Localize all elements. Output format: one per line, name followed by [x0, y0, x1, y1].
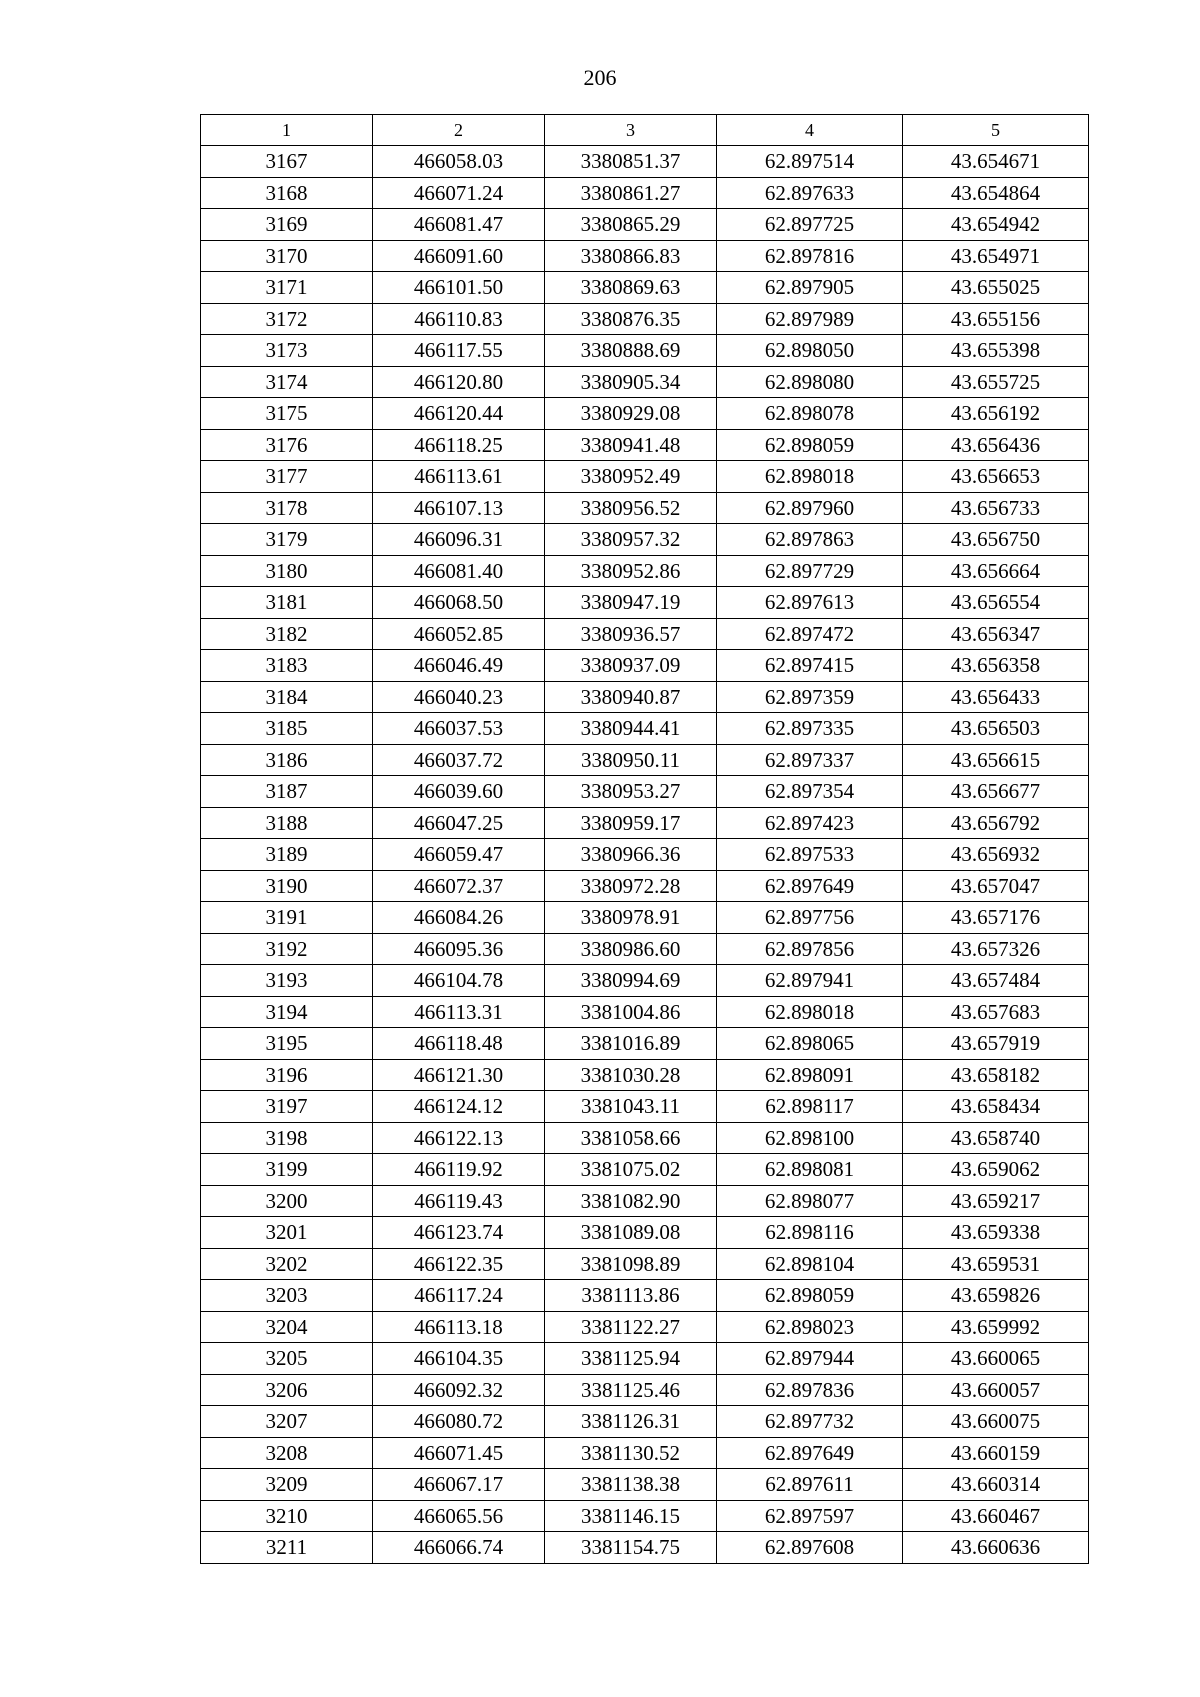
latitude-cell: 62.898059 — [717, 429, 903, 461]
x-coordinate-cell: 466121.30 — [373, 1059, 545, 1091]
x-coordinate-cell: 466119.43 — [373, 1185, 545, 1217]
header-row — [201, 115, 1089, 146]
point-number-cell: 3181 — [201, 587, 373, 619]
longitude-cell: 43.655398 — [903, 335, 1089, 367]
point-number-cell: 3207 — [201, 1406, 373, 1438]
y-coordinate-cell: 3380956.52 — [545, 492, 717, 524]
x-coordinate-cell: 466123.74 — [373, 1217, 545, 1249]
latitude-cell: 62.897729 — [717, 555, 903, 587]
x-coordinate-cell: 466118.48 — [373, 1028, 545, 1060]
latitude-cell: 62.897611 — [717, 1469, 903, 1501]
y-coordinate-cell: 3381125.94 — [545, 1343, 717, 1375]
table-row — [201, 1217, 1089, 1249]
x-coordinate-cell: 466113.61 — [373, 461, 545, 493]
x-coordinate-cell: 466120.80 — [373, 366, 545, 398]
table-row — [201, 587, 1089, 619]
latitude-cell: 62.897337 — [717, 744, 903, 776]
point-number-cell: 3197 — [201, 1091, 373, 1123]
y-coordinate-cell: 3380966.36 — [545, 839, 717, 871]
latitude-cell: 62.898018 — [717, 996, 903, 1028]
column-header-1: 1 — [201, 115, 373, 146]
latitude-cell: 62.898091 — [717, 1059, 903, 1091]
x-coordinate-cell: 466037.72 — [373, 744, 545, 776]
y-coordinate-cell: 3381146.15 — [545, 1500, 717, 1532]
longitude-cell: 43.656792 — [903, 807, 1089, 839]
y-coordinate-cell: 3380940.87 — [545, 681, 717, 713]
longitude-cell: 43.655025 — [903, 272, 1089, 304]
y-coordinate-cell: 3380952.49 — [545, 461, 717, 493]
x-coordinate-cell: 466119.92 — [373, 1154, 545, 1186]
x-coordinate-cell: 466113.18 — [373, 1311, 545, 1343]
point-number-cell: 3208 — [201, 1437, 373, 1469]
column-header-3: 3 — [545, 115, 717, 146]
longitude-cell: 43.660057 — [903, 1374, 1089, 1406]
x-coordinate-cell: 466039.60 — [373, 776, 545, 808]
coordinates-table — [200, 114, 1089, 1564]
point-number-cell: 3201 — [201, 1217, 373, 1249]
table-row — [201, 1280, 1089, 1312]
x-coordinate-cell: 466065.56 — [373, 1500, 545, 1532]
y-coordinate-cell: 3381004.86 — [545, 996, 717, 1028]
x-coordinate-cell: 466037.53 — [373, 713, 545, 745]
x-coordinate-cell: 466113.31 — [373, 996, 545, 1028]
point-number-cell: 3173 — [201, 335, 373, 367]
column-header-5: 5 — [903, 115, 1089, 146]
y-coordinate-cell: 3381154.75 — [545, 1532, 717, 1564]
latitude-cell: 62.897415 — [717, 650, 903, 682]
point-number-cell: 3189 — [201, 839, 373, 871]
latitude-cell: 62.898100 — [717, 1122, 903, 1154]
y-coordinate-cell: 3380952.86 — [545, 555, 717, 587]
point-number-cell: 3187 — [201, 776, 373, 808]
y-coordinate-cell: 3381089.08 — [545, 1217, 717, 1249]
x-coordinate-cell: 466059.47 — [373, 839, 545, 871]
longitude-cell: 43.656677 — [903, 776, 1089, 808]
x-coordinate-cell: 466095.36 — [373, 933, 545, 965]
latitude-cell: 62.897756 — [717, 902, 903, 934]
point-number-cell: 3179 — [201, 524, 373, 556]
y-coordinate-cell: 3380876.35 — [545, 303, 717, 335]
point-number-cell: 3175 — [201, 398, 373, 430]
point-number-cell: 3184 — [201, 681, 373, 713]
latitude-cell: 62.898078 — [717, 398, 903, 430]
point-number-cell: 3202 — [201, 1248, 373, 1280]
table-row — [201, 303, 1089, 335]
table-row — [201, 1059, 1089, 1091]
page-number: 206 — [583, 65, 617, 90]
y-coordinate-cell: 3380944.41 — [545, 713, 717, 745]
x-coordinate-cell: 466067.17 — [373, 1469, 545, 1501]
table-row — [201, 1311, 1089, 1343]
latitude-cell: 62.897941 — [717, 965, 903, 997]
latitude-cell: 62.897863 — [717, 524, 903, 556]
y-coordinate-cell: 3380957.32 — [545, 524, 717, 556]
latitude-cell: 62.898050 — [717, 335, 903, 367]
y-coordinate-cell: 3381058.66 — [545, 1122, 717, 1154]
point-number-cell: 3177 — [201, 461, 373, 493]
latitude-cell: 62.898080 — [717, 366, 903, 398]
point-number-cell: 3174 — [201, 366, 373, 398]
latitude-cell: 62.897960 — [717, 492, 903, 524]
y-coordinate-cell: 3380865.29 — [545, 209, 717, 241]
point-number-cell: 3171 — [201, 272, 373, 304]
point-number-cell: 3209 — [201, 1469, 373, 1501]
table-row — [201, 1185, 1089, 1217]
point-number-cell: 3192 — [201, 933, 373, 965]
longitude-cell: 43.654671 — [903, 146, 1089, 178]
latitude-cell: 62.897633 — [717, 177, 903, 209]
x-coordinate-cell: 466118.25 — [373, 429, 545, 461]
longitude-cell: 43.659338 — [903, 1217, 1089, 1249]
point-number-cell: 3167 — [201, 146, 373, 178]
table-row — [201, 177, 1089, 209]
point-number-cell: 3200 — [201, 1185, 373, 1217]
latitude-cell: 62.897533 — [717, 839, 903, 871]
point-number-cell: 3204 — [201, 1311, 373, 1343]
point-number-cell: 3182 — [201, 618, 373, 650]
table-row — [201, 650, 1089, 682]
latitude-cell: 62.898065 — [717, 1028, 903, 1060]
longitude-cell: 43.660159 — [903, 1437, 1089, 1469]
y-coordinate-cell: 3380978.91 — [545, 902, 717, 934]
point-number-cell: 3180 — [201, 555, 373, 587]
y-coordinate-cell: 3381075.02 — [545, 1154, 717, 1186]
point-number-cell: 3191 — [201, 902, 373, 934]
table-row — [201, 807, 1089, 839]
x-coordinate-cell: 466110.83 — [373, 303, 545, 335]
point-number-cell: 3196 — [201, 1059, 373, 1091]
y-coordinate-cell: 3381082.90 — [545, 1185, 717, 1217]
point-number-cell: 3211 — [201, 1532, 373, 1564]
table-row — [201, 1028, 1089, 1060]
y-coordinate-cell: 3381016.89 — [545, 1028, 717, 1060]
table-row — [201, 1500, 1089, 1532]
table-body — [201, 146, 1089, 1564]
y-coordinate-cell: 3380936.57 — [545, 618, 717, 650]
latitude-cell: 62.897354 — [717, 776, 903, 808]
point-number-cell: 3193 — [201, 965, 373, 997]
point-number-cell: 3169 — [201, 209, 373, 241]
table-row — [201, 996, 1089, 1028]
point-number-cell: 3190 — [201, 870, 373, 902]
longitude-cell: 43.655156 — [903, 303, 1089, 335]
x-coordinate-cell: 466052.85 — [373, 618, 545, 650]
y-coordinate-cell: 3380869.63 — [545, 272, 717, 304]
latitude-cell: 62.897732 — [717, 1406, 903, 1438]
x-coordinate-cell: 466047.25 — [373, 807, 545, 839]
y-coordinate-cell: 3381130.52 — [545, 1437, 717, 1469]
x-coordinate-cell: 466046.49 — [373, 650, 545, 682]
latitude-cell: 62.897725 — [717, 209, 903, 241]
table-row — [201, 618, 1089, 650]
y-coordinate-cell: 3380947.19 — [545, 587, 717, 619]
longitude-cell: 43.656433 — [903, 681, 1089, 713]
x-coordinate-cell: 466122.35 — [373, 1248, 545, 1280]
longitude-cell: 43.659217 — [903, 1185, 1089, 1217]
point-number-cell: 3183 — [201, 650, 373, 682]
table-row — [201, 335, 1089, 367]
y-coordinate-cell: 3380929.08 — [545, 398, 717, 430]
x-coordinate-cell: 466081.40 — [373, 555, 545, 587]
point-number-cell: 3205 — [201, 1343, 373, 1375]
longitude-cell: 43.657683 — [903, 996, 1089, 1028]
table-row — [201, 713, 1089, 745]
y-coordinate-cell: 3380953.27 — [545, 776, 717, 808]
y-coordinate-cell: 3381126.31 — [545, 1406, 717, 1438]
table-row — [201, 744, 1089, 776]
x-coordinate-cell: 466071.45 — [373, 1437, 545, 1469]
latitude-cell: 62.897905 — [717, 272, 903, 304]
latitude-cell: 62.897597 — [717, 1500, 903, 1532]
y-coordinate-cell: 3380888.69 — [545, 335, 717, 367]
latitude-cell: 62.897359 — [717, 681, 903, 713]
y-coordinate-cell: 3380959.17 — [545, 807, 717, 839]
table-row — [201, 839, 1089, 871]
latitude-cell: 62.897649 — [717, 1437, 903, 1469]
longitude-cell: 43.655725 — [903, 366, 1089, 398]
y-coordinate-cell: 3381098.89 — [545, 1248, 717, 1280]
table-row — [201, 209, 1089, 241]
x-coordinate-cell: 466092.32 — [373, 1374, 545, 1406]
point-number-cell: 3170 — [201, 240, 373, 272]
longitude-cell: 43.657176 — [903, 902, 1089, 934]
table-row — [201, 240, 1089, 272]
table-row — [201, 1532, 1089, 1564]
y-coordinate-cell: 3381138.38 — [545, 1469, 717, 1501]
latitude-cell: 62.897335 — [717, 713, 903, 745]
x-coordinate-cell: 466120.44 — [373, 398, 545, 430]
longitude-cell: 43.659062 — [903, 1154, 1089, 1186]
x-coordinate-cell: 466107.13 — [373, 492, 545, 524]
x-coordinate-cell: 466080.72 — [373, 1406, 545, 1438]
y-coordinate-cell: 3381125.46 — [545, 1374, 717, 1406]
longitude-cell: 43.656750 — [903, 524, 1089, 556]
x-coordinate-cell: 466081.47 — [373, 209, 545, 241]
longitude-cell: 43.658434 — [903, 1091, 1089, 1123]
longitude-cell: 43.656554 — [903, 587, 1089, 619]
point-number-cell: 3198 — [201, 1122, 373, 1154]
longitude-cell: 43.658740 — [903, 1122, 1089, 1154]
latitude-cell: 62.898018 — [717, 461, 903, 493]
y-coordinate-cell: 3380937.09 — [545, 650, 717, 682]
x-coordinate-cell: 466084.26 — [373, 902, 545, 934]
longitude-cell: 43.660314 — [903, 1469, 1089, 1501]
y-coordinate-cell: 3380941.48 — [545, 429, 717, 461]
x-coordinate-cell: 466096.31 — [373, 524, 545, 556]
latitude-cell: 62.898081 — [717, 1154, 903, 1186]
longitude-cell: 43.657919 — [903, 1028, 1089, 1060]
y-coordinate-cell: 3380905.34 — [545, 366, 717, 398]
table-row — [201, 146, 1089, 178]
x-coordinate-cell: 466066.74 — [373, 1532, 545, 1564]
table-row — [201, 366, 1089, 398]
x-coordinate-cell: 466124.12 — [373, 1091, 545, 1123]
point-number-cell: 3185 — [201, 713, 373, 745]
longitude-cell: 43.659992 — [903, 1311, 1089, 1343]
longitude-cell: 43.656664 — [903, 555, 1089, 587]
longitude-cell: 43.658182 — [903, 1059, 1089, 1091]
x-coordinate-cell: 466117.55 — [373, 335, 545, 367]
y-coordinate-cell: 3380986.60 — [545, 933, 717, 965]
longitude-cell: 43.656192 — [903, 398, 1089, 430]
longitude-cell: 43.657326 — [903, 933, 1089, 965]
table-row — [201, 461, 1089, 493]
table-row — [201, 555, 1089, 587]
y-coordinate-cell: 3380972.28 — [545, 870, 717, 902]
point-number-cell: 3186 — [201, 744, 373, 776]
table-row — [201, 681, 1089, 713]
table-row — [201, 398, 1089, 430]
latitude-cell: 62.897514 — [717, 146, 903, 178]
x-coordinate-cell: 466091.60 — [373, 240, 545, 272]
y-coordinate-cell: 3380994.69 — [545, 965, 717, 997]
latitude-cell: 62.897816 — [717, 240, 903, 272]
point-number-cell: 3178 — [201, 492, 373, 524]
latitude-cell: 62.897944 — [717, 1343, 903, 1375]
longitude-cell: 43.656436 — [903, 429, 1089, 461]
point-number-cell: 3188 — [201, 807, 373, 839]
longitude-cell: 43.660636 — [903, 1532, 1089, 1564]
point-number-cell: 3168 — [201, 177, 373, 209]
table-row — [201, 1343, 1089, 1375]
x-coordinate-cell: 466072.37 — [373, 870, 545, 902]
latitude-cell: 62.897423 — [717, 807, 903, 839]
longitude-cell: 43.660065 — [903, 1343, 1089, 1375]
point-number-cell: 3176 — [201, 429, 373, 461]
latitude-cell: 62.897856 — [717, 933, 903, 965]
x-coordinate-cell: 466104.35 — [373, 1343, 545, 1375]
longitude-cell: 43.660467 — [903, 1500, 1089, 1532]
longitude-cell: 43.654971 — [903, 240, 1089, 272]
longitude-cell: 43.659826 — [903, 1280, 1089, 1312]
y-coordinate-cell: 3381113.86 — [545, 1280, 717, 1312]
longitude-cell: 43.656615 — [903, 744, 1089, 776]
table-row — [201, 1437, 1089, 1469]
table-row — [201, 1154, 1089, 1186]
latitude-cell: 62.898077 — [717, 1185, 903, 1217]
latitude-cell: 62.898104 — [717, 1248, 903, 1280]
table-row — [201, 1122, 1089, 1154]
x-coordinate-cell: 466104.78 — [373, 965, 545, 997]
table-row — [201, 1406, 1089, 1438]
y-coordinate-cell: 3381030.28 — [545, 1059, 717, 1091]
x-coordinate-cell: 466117.24 — [373, 1280, 545, 1312]
longitude-cell: 43.656347 — [903, 618, 1089, 650]
table-row — [201, 870, 1089, 902]
longitude-cell: 43.656503 — [903, 713, 1089, 745]
table-row — [201, 902, 1089, 934]
column-header-4: 4 — [717, 115, 903, 146]
table-row — [201, 272, 1089, 304]
longitude-cell: 43.656932 — [903, 839, 1089, 871]
longitude-cell: 43.654864 — [903, 177, 1089, 209]
point-number-cell: 3199 — [201, 1154, 373, 1186]
x-coordinate-cell: 466068.50 — [373, 587, 545, 619]
table-header — [201, 115, 1089, 146]
longitude-cell: 43.654942 — [903, 209, 1089, 241]
table-row — [201, 933, 1089, 965]
y-coordinate-cell: 3380851.37 — [545, 146, 717, 178]
latitude-cell: 62.897649 — [717, 870, 903, 902]
y-coordinate-cell: 3380866.83 — [545, 240, 717, 272]
longitude-cell: 43.657484 — [903, 965, 1089, 997]
latitude-cell: 62.897613 — [717, 587, 903, 619]
point-number-cell: 3206 — [201, 1374, 373, 1406]
latitude-cell: 62.898059 — [717, 1280, 903, 1312]
latitude-cell: 62.898023 — [717, 1311, 903, 1343]
y-coordinate-cell: 3381122.27 — [545, 1311, 717, 1343]
table-row — [201, 1091, 1089, 1123]
table-row — [201, 492, 1089, 524]
table-row — [201, 429, 1089, 461]
y-coordinate-cell: 3380950.11 — [545, 744, 717, 776]
latitude-cell: 62.898116 — [717, 1217, 903, 1249]
table-row — [201, 965, 1089, 997]
point-number-cell: 3172 — [201, 303, 373, 335]
table-row — [201, 1374, 1089, 1406]
y-coordinate-cell: 3380861.27 — [545, 177, 717, 209]
point-number-cell: 3194 — [201, 996, 373, 1028]
longitude-cell: 43.656733 — [903, 492, 1089, 524]
longitude-cell: 43.657047 — [903, 870, 1089, 902]
point-number-cell: 3195 — [201, 1028, 373, 1060]
y-coordinate-cell: 3381043.11 — [545, 1091, 717, 1123]
x-coordinate-cell: 466040.23 — [373, 681, 545, 713]
latitude-cell: 62.898117 — [717, 1091, 903, 1123]
latitude-cell: 62.897472 — [717, 618, 903, 650]
column-header-2: 2 — [373, 115, 545, 146]
longitude-cell: 43.660075 — [903, 1406, 1089, 1438]
longitude-cell: 43.656358 — [903, 650, 1089, 682]
x-coordinate-cell: 466071.24 — [373, 177, 545, 209]
table-row — [201, 524, 1089, 556]
point-number-cell: 3203 — [201, 1280, 373, 1312]
latitude-cell: 62.897989 — [717, 303, 903, 335]
table-row — [201, 776, 1089, 808]
latitude-cell: 62.897836 — [717, 1374, 903, 1406]
x-coordinate-cell: 466058.03 — [373, 146, 545, 178]
table-row — [201, 1248, 1089, 1280]
x-coordinate-cell: 466101.50 — [373, 272, 545, 304]
latitude-cell: 62.897608 — [717, 1532, 903, 1564]
point-number-cell: 3210 — [201, 1500, 373, 1532]
x-coordinate-cell: 466122.13 — [373, 1122, 545, 1154]
table-row — [201, 1469, 1089, 1501]
longitude-cell: 43.656653 — [903, 461, 1089, 493]
longitude-cell: 43.659531 — [903, 1248, 1089, 1280]
